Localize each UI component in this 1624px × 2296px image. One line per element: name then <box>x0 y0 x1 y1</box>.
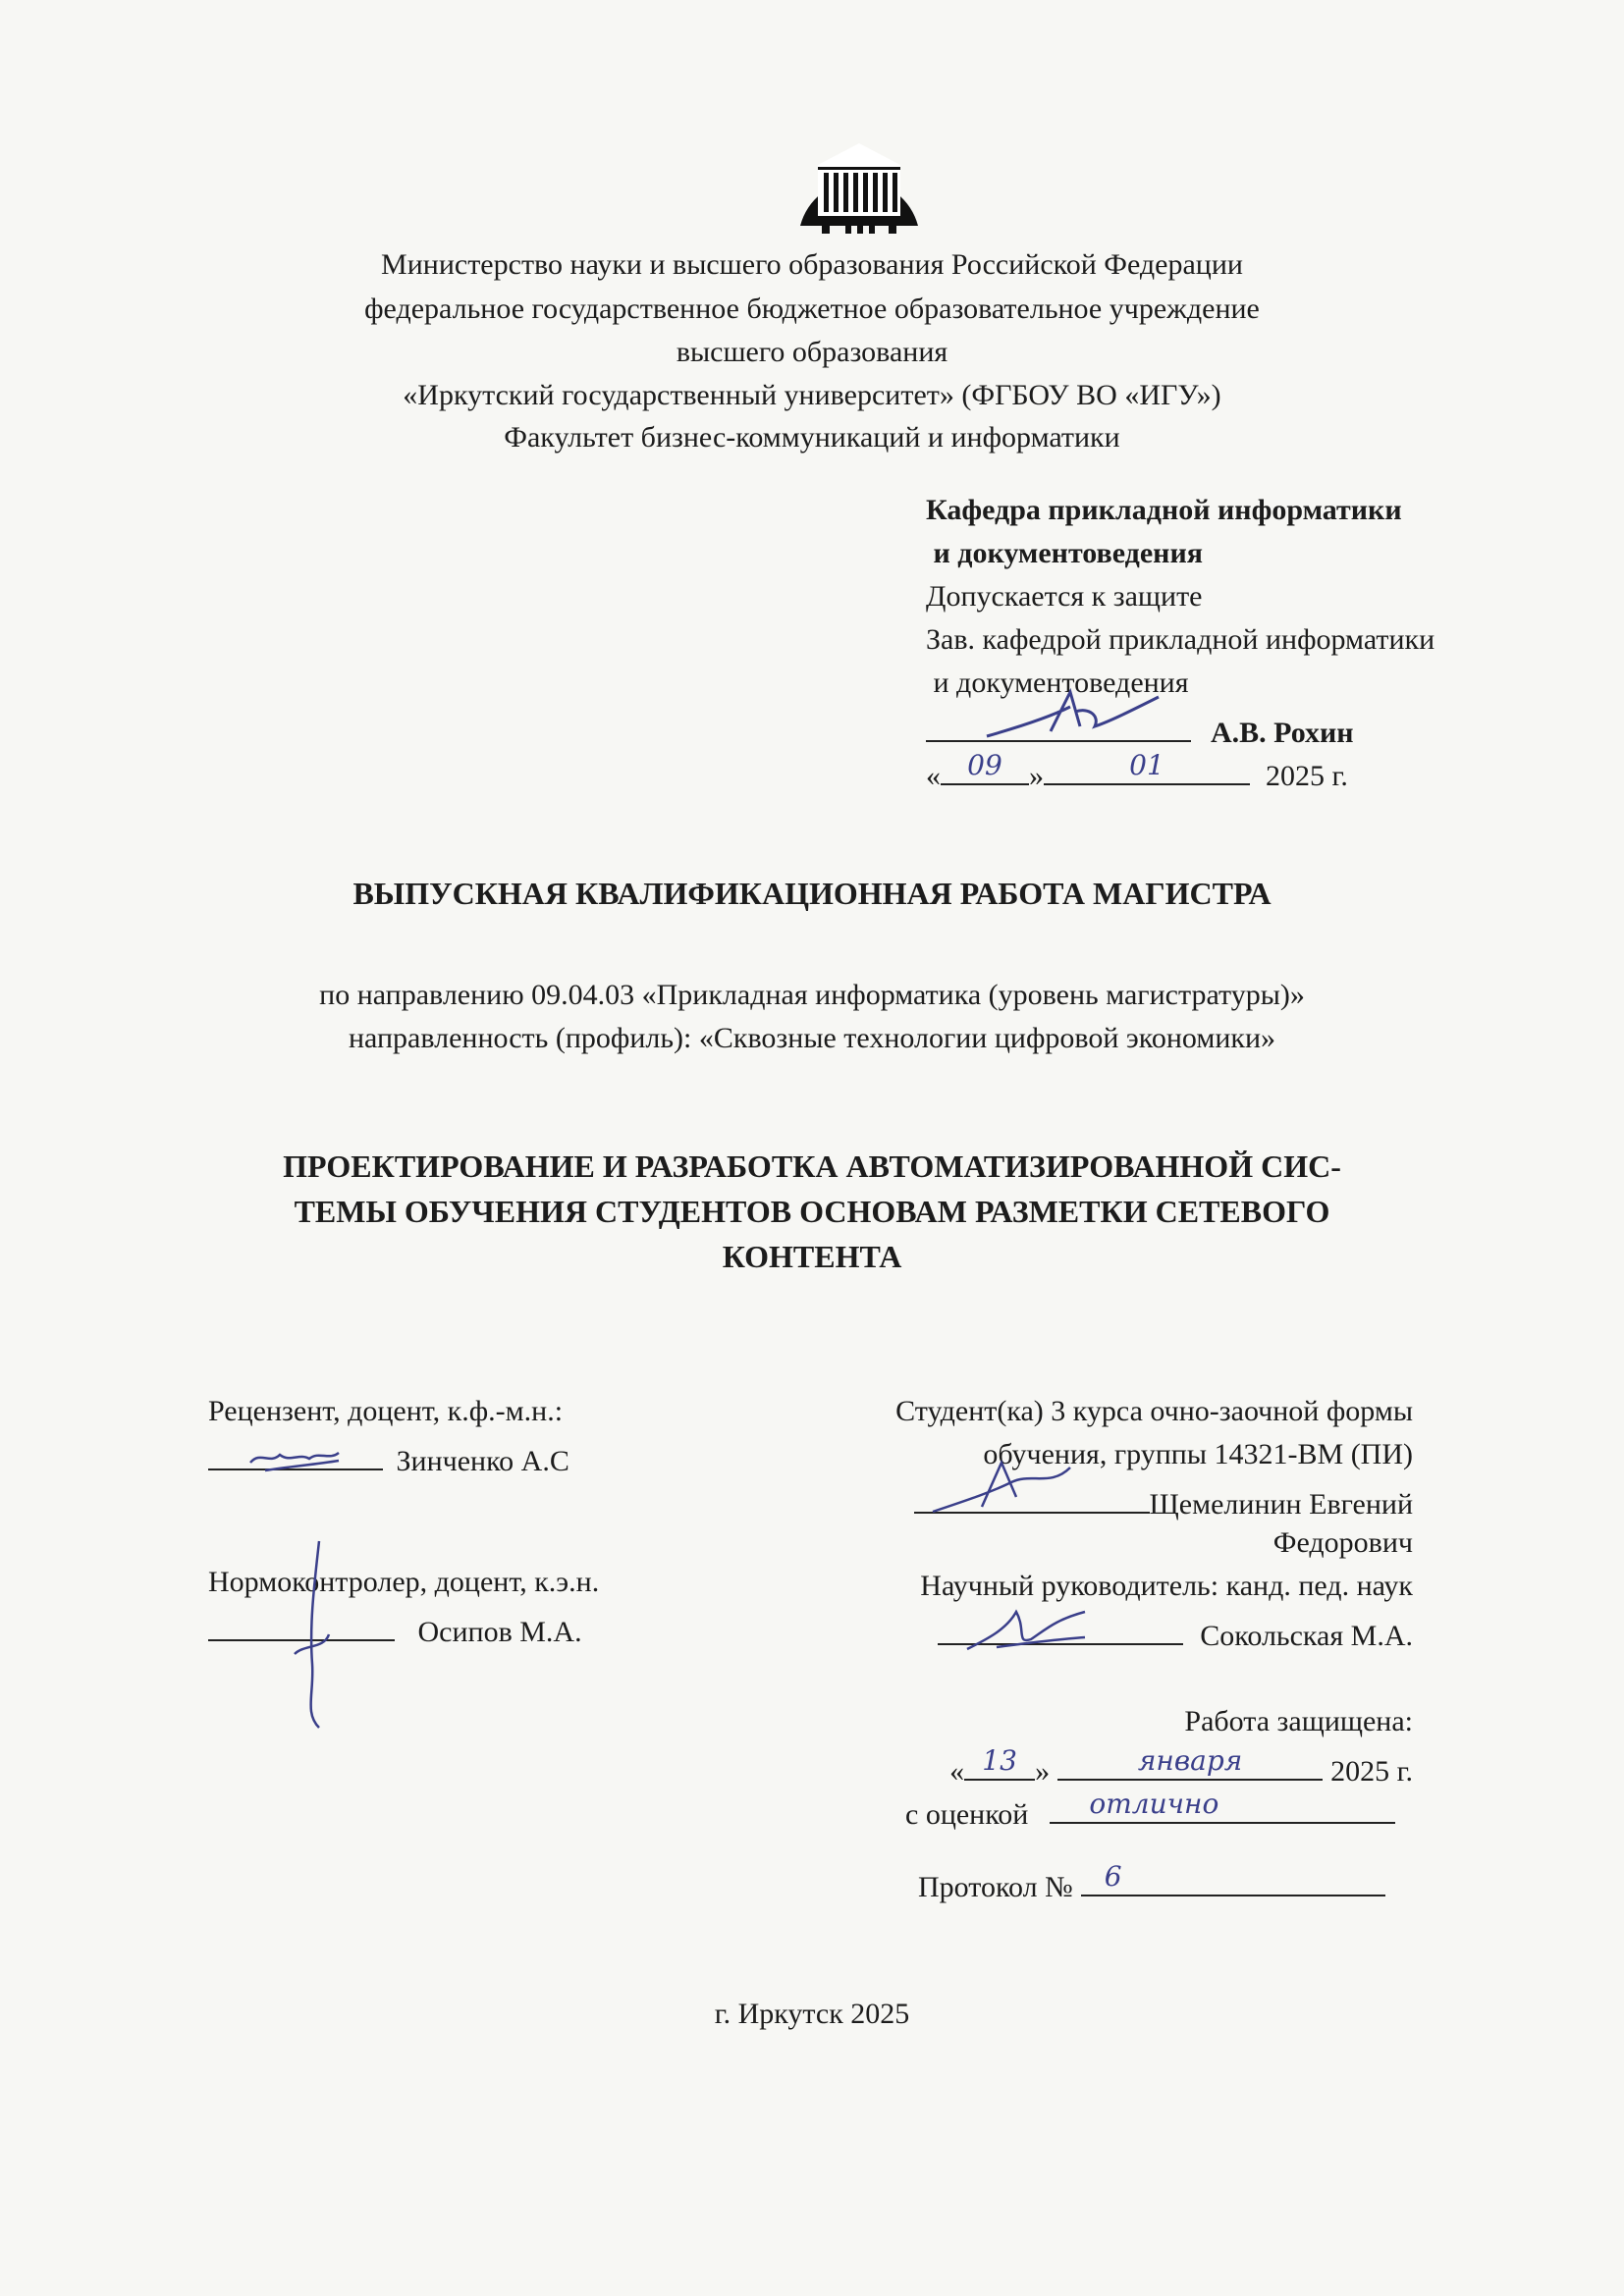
defense-day-blank <box>964 1744 1035 1781</box>
university-logo <box>790 108 928 236</box>
student-name-2: Федорович <box>1272 1526 1413 1559</box>
head-name: А.В. Рохин <box>1211 717 1354 749</box>
head-signature <box>982 687 1168 746</box>
city-year: г. Иркутск 2025 <box>714 1998 910 2030</box>
institution-level-line: высшего образования <box>676 336 948 368</box>
grade-blank <box>1050 1788 1395 1824</box>
approval-date-open-quote: « <box>926 760 941 792</box>
reviewer-role: Рецензент, доцент, к.ф.-м.н.: <box>208 1395 564 1427</box>
approval-date-close-quote: » <box>1029 760 1044 792</box>
direction-line-2: направленность (профиль): «Сквозные технологии цифровой экономики» <box>348 1022 1276 1054</box>
defended-label: Работа защищена: <box>1184 1705 1413 1737</box>
work-type: ВЫПУСКНАЯ КВАЛИФИКАЦИОННАЯ РАБОТА МАГИСТРА <box>352 876 1272 911</box>
university-line: «Иркутский государственный университет» (ФГБОУ ВО «ИГУ») <box>403 379 1221 411</box>
admit-line: Допускается к защите <box>926 580 1203 613</box>
ministry-line: Министерство науки и высшего образования Российской Федерации <box>381 248 1243 281</box>
protocol-number: 6 <box>1104 1860 1122 1893</box>
direction-line-1: по направлению 09.04.03 «Прикладная информатика (уровень магистратуры)» <box>319 979 1305 1011</box>
faculty-line: Факультет бизнес-коммуникаций и информатики <box>504 421 1120 454</box>
student-line-1: Студент(ка) 3 курса очно-заочной формы <box>895 1395 1413 1427</box>
approval-month-blank <box>1044 749 1250 785</box>
supervisor-role: Научный руководитель: канд. пед. наук <box>920 1570 1413 1602</box>
supervisor-signature <box>957 1600 1095 1659</box>
student-line-2: обучения, группы 14321-ВМ (ПИ) <box>983 1438 1413 1470</box>
approval-day: 09 <box>967 749 1002 781</box>
reviewer-signature <box>245 1443 344 1476</box>
approval-month: 01 <box>1129 749 1164 781</box>
thesis-title-line-1: ПРОЕКТИРОВАНИЕ И РАЗРАБОТКА АВТОМАТИЗИРОВАННОЙ СИС- <box>283 1148 1341 1184</box>
normcontrol-signature <box>285 1536 344 1733</box>
grade-label: с оценкой <box>905 1798 1029 1831</box>
thesis-title-line-3: КОНТЕНТА <box>722 1239 902 1274</box>
grade-row <box>905 1788 1395 1833</box>
approval-day-blank <box>941 749 1029 785</box>
student-name-1: Щемелинин Евгений <box>1149 1488 1413 1521</box>
department-line-1: Кафедра прикладной информатики <box>926 494 1402 526</box>
approval-year: 2025 г. <box>1266 760 1348 792</box>
defense-day: 13 <box>982 1744 1017 1777</box>
defense-date-row <box>949 1744 1413 1789</box>
normcontrol-role: Нормоконтролер, доцент, к.э.н. <box>208 1566 600 1598</box>
normcontrol-name: Осипов М.А. <box>417 1616 582 1648</box>
protocol-label: Протокол № <box>918 1871 1073 1903</box>
normcontrol-signature-row <box>208 1610 582 1649</box>
defense-month: января <box>1137 1744 1243 1777</box>
supervisor-name: Сокольская М.А. <box>1200 1620 1413 1652</box>
defense-date-close-quote: » <box>1035 1755 1051 1788</box>
protocol-blank <box>1081 1860 1385 1896</box>
defense-date-open-quote: « <box>949 1755 965 1788</box>
approval-date-row <box>926 749 1348 794</box>
thesis-title-line-2: ТЕМЫ ОБУЧЕНИЯ СТУДЕНТОВ ОСНОВАМ РАЗМЕТКИ СЕТЕВОГО <box>294 1194 1330 1229</box>
head-line-2: и документоведения <box>926 667 1189 699</box>
defense-year: 2025 г. <box>1330 1755 1413 1788</box>
defense-month-blank <box>1057 1744 1323 1781</box>
student-signature <box>923 1453 1080 1522</box>
protocol-row <box>918 1860 1385 1905</box>
institution-type-line: федеральное государственное бюджетное образовательное учреждение <box>364 293 1260 325</box>
grade-value: отлично <box>1089 1788 1219 1820</box>
head-line-1: Зав. кафедрой прикладной информатики <box>926 623 1435 656</box>
reviewer-name: Зинченко А.С <box>396 1445 569 1477</box>
department-line-2: и документоведения <box>926 537 1203 569</box>
